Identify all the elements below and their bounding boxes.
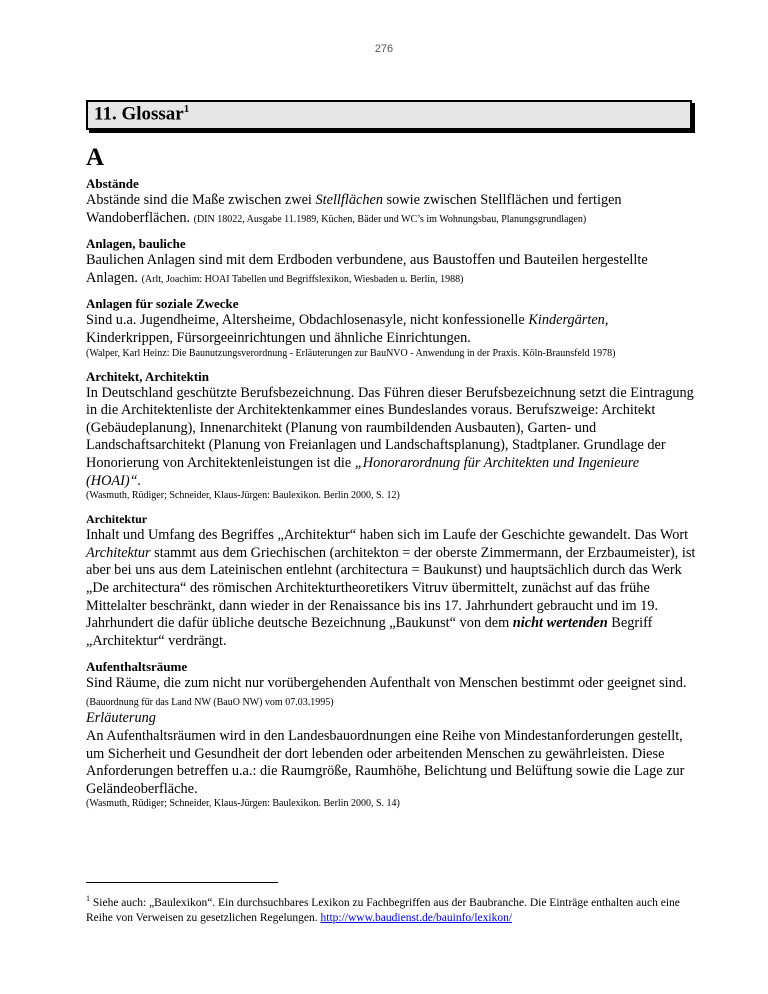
entry-source: (Bauordnung für das Land NW (BauO NW) vom 07.03.1995) (86, 696, 334, 708)
entry-term: Aufenthaltsräume (86, 659, 188, 675)
definition-term-ref: Architektur (86, 544, 151, 561)
footnote (86, 891, 696, 926)
entry-source: (Wasmuth, Rüdiger; Schneider, Klaus-Jürgen: Baulexikon. Berlin 2000, S. 12) (86, 490, 400, 502)
glossary-entry-anlagen-soziale-zwecke (86, 296, 696, 359)
definition-text: In Deutschland geschützte Berufsbezeichnung. Das Führen dieser Berufsbezeichnung setzt die Eintragung in die Architektenliste der Architektenkammer eines Bundeslandes voraus. Berufszweige: Architekt (Gebäudeplanung), Innenarchitekt (Planung von raumbildenden Ausbauten), Garten- und Landschaftsarchitekt (Planung von Freianlagen und Landschaftsplanung), Stadtplaner. Grundlage der Honorierung von Architektenleistungen ist die (86, 384, 694, 471)
definition-emphasis: nicht wertenden (512, 615, 608, 632)
entry-term: Architekt, Architektin (86, 368, 210, 384)
entry-definition (86, 527, 696, 650)
entry-definition (86, 252, 696, 287)
footnote-divider (86, 882, 278, 883)
definition-text: Inhalt und Umfang des Begriffes „Architektur“ haben sich im Laufe der Geschichte gewandelt. Das Wort (86, 527, 689, 544)
glossary-entry-architektur (86, 511, 696, 650)
entry-term: Anlagen für soziale Zwecke (86, 296, 239, 312)
entry-source: (Wasmuth, Rüdiger; Schneider, Klaus-Jürgen: Baulexikon. Berlin 2000, S. 14) (86, 798, 400, 810)
section-letter: A (86, 144, 105, 171)
chapter-heading-box (86, 100, 692, 130)
entry-definition (86, 312, 696, 347)
chapter-title (94, 103, 189, 125)
entry-subheading: Erläuterung (86, 710, 156, 727)
entry-definition (86, 192, 696, 227)
chapter-title-text: 11. Glossar (94, 103, 184, 125)
entry-definition-explanation: An Aufenthaltsräumen wird in den Landesbauordnungen eine Reihe von Mindestanforderungen gestellt, um Sicherheit und Gesundheit der dort lebenden oder arbeitenden Menschen zu gewährleisten. Diese Anforderungen betreffen u.a.: die Raumgröße, Raumhöhe, Belichtung und Belüftung sowie die Lage zur Geländeoberfläche. (86, 728, 685, 797)
glossary-content (86, 176, 696, 819)
glossary-entry-abstaende (86, 176, 696, 227)
definition-text: Sind u.a. Jugendheime, Altersheime, Obdachlosenasyle, nicht konfessionelle (86, 312, 529, 329)
definition-term-ref: Stellflächen (315, 192, 383, 208)
definition-term-ref: Kindergärten (528, 312, 605, 329)
chapter-footnote-mark[interactable]: 1 (183, 103, 190, 115)
entry-source: (Arlt, Joachim: HOAI Tabellen und Begriffslexikon, Wiesbaden u. Berlin, 1988) (141, 273, 464, 285)
entry-term: Abstände (86, 176, 139, 191)
entry-source: (DIN 18022, Ausgabe 11.1989, Küchen, Bäder und WC’s im Wohnungsbau, Planungsgrundlagen) (193, 213, 587, 225)
glossary-entry-aufenthaltsraeume (86, 659, 696, 810)
page-number: 276 (374, 43, 394, 55)
entry-definition (86, 385, 696, 491)
glossary-entry-anlagen-bauliche (86, 236, 696, 287)
footnote-link[interactable]: http://www.baudienst.de/bauinfo/lexikon/ (320, 911, 513, 924)
footnote-text: Siehe auch: „Baulexikon“. Ein durchsuchbares Lexikon zu Fachbegriffen aus der Baubranche. Die Einträge enthalten auch eine Reihe von Verweisen zu gesetzlichen Regelungen. (86, 896, 680, 924)
definition-text: stammt aus dem Griechischen (architekton = der oberste Zimmermann, der Erzbaumeister), ist aber bei uns aus dem Lateinischen entlehnt (architectura = Baukunst) und hauptsächlich durch das Werk „De architectura“ des römischen Architekturtheoretikers Vitruv übermittelt, zunächst auf das frühe Mittelalter beschränkt, dann wieder in der Renaissance bis ins 17. Jahrhundert gebraucht und im 19. Jahrhundert die dafür übliche deutsche Bezeichnung „Baukunst“ von dem (86, 544, 696, 632)
entry-term: Anlagen, bauliche (86, 236, 186, 252)
definition-text: Sind Räume, die zum nicht nur vorübergehenden Aufenthalt von Menschen bestimmt oder geeignet sind. (86, 675, 687, 692)
glossary-entry-architekt (86, 369, 696, 503)
definition-term-ref: „Honorarordnung für Architekten und Ingenieure (HOAI)“. (86, 454, 640, 489)
definition-text: Baulichen Anlagen sind mit dem Erdboden verbundene, aus Baustoffen und Bauteilen hergestellte Anlagen. (86, 252, 648, 286)
entry-term: Architektur (86, 512, 148, 527)
definition-text: , Kinderkrippen, Fürsorgeeinrichtungen und ähnliche Einrichtungen. (86, 312, 609, 346)
definition-text: sowie zwischen Stellflächen und fertigen Wandoberflächen. (86, 192, 622, 226)
entry-definition (86, 675, 696, 710)
definition-text: Abstände sind die Maße zwischen zwei (86, 192, 316, 208)
entry-source: (Walper, Karl Heinz: Die Baunutzungsverordnung - Erläuterungen zur BauNVO - Anwendung in der Praxis. Köln-Braunsfeld 1978) (86, 347, 616, 359)
definition-text: Begriff „Architektur“ verdrängt. (86, 615, 653, 649)
footnote-mark: 1 (86, 894, 90, 903)
